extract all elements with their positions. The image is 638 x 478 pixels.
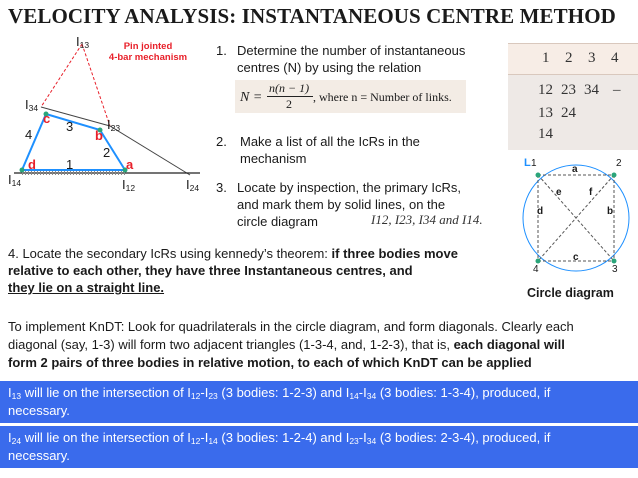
label-link-1: 1 [66, 157, 74, 172]
mechanism-caption [108, 41, 188, 63]
step4-line2: relative to each other, they have three Instantaneous centres, and [8, 263, 413, 278]
node-1 [536, 173, 541, 178]
circle-label-L: L [524, 157, 531, 169]
step4-line3: they lie on a straight line. [8, 280, 165, 295]
i13-info-bar [0, 381, 638, 423]
table-cell-23: 23 [561, 82, 576, 98]
icr-table-header [508, 43, 638, 75]
step4-line1 [8, 246, 458, 261]
node-2 [612, 173, 617, 178]
circle-edge-label-a: a [572, 164, 578, 175]
formula-box [235, 80, 466, 113]
circle-node-label-1: 1 [531, 158, 537, 169]
label-c: c [43, 111, 51, 126]
kndt-line3: form 2 pairs of three bodies in relative motion, to each of which KnDT can be applied [8, 355, 532, 370]
table-cell-34: 34 [584, 82, 599, 98]
i13-info-line1: $I_{13}$ will lie on the intersection of $I_{12}-I_{23}$ (3 bodies: 1-2-3) and $I_{14}-I_{34}$ (3 bodies: 1-3-4), produced, if [8, 385, 551, 401]
step3-formula: I12, I23, I34 and I14. [371, 212, 483, 227]
node-3 [612, 259, 617, 264]
label-link-4: 4 [25, 127, 33, 142]
circle-edge-label-b: b [607, 206, 614, 217]
circle-edge-label-d: d [537, 206, 544, 217]
table-cell-24: 24 [561, 105, 576, 121]
step1-number: 1. [216, 43, 227, 58]
label-i34: $I_{34}$ [25, 97, 39, 113]
label-link-2: 2 [103, 145, 111, 160]
extension-line-i13-b [82, 44, 110, 126]
kndt-line2-text: diagonal (say, 1-3) will form two adjacent triangles (1-3-4, and, 1-2-3), that is, [8, 337, 454, 352]
step3-number: 3. [216, 180, 227, 195]
line-b-i24 [110, 126, 190, 175]
node-4 [536, 259, 541, 264]
circle-edge-label-f: f [589, 187, 593, 198]
label-link-3: 3 [66, 119, 74, 134]
step2-line1: Make a list of all the IcRs in the [240, 134, 420, 149]
label-a: a [126, 157, 134, 172]
step1-line2: centres (N) by using the relation [237, 60, 422, 75]
icr-table [508, 43, 638, 150]
step4-lead: 4. Locate the secondary IcRs using kennedy’s theorem: [8, 246, 332, 261]
circle-node-label-2: 2 [616, 158, 622, 169]
circle-edge-label-e: e [556, 187, 562, 198]
table-header-4: 4 [611, 50, 619, 66]
extension-line-i13-c [41, 44, 82, 107]
table-cell-14: 14 [538, 126, 553, 142]
circle-node-label-4: 4 [533, 264, 539, 275]
step1-line1: Determine the number of instantaneous [237, 43, 466, 58]
table-header-1: 1 [542, 50, 550, 66]
mechanism-caption-line2: 4-bar mechanism [108, 52, 188, 63]
formula-rest: , where n = Number of links. [313, 90, 452, 104]
page-title: VELOCITY ANALYSIS: INSTANTANEOUS CENTRE METHOD [8, 4, 616, 28]
i24-info-bar [0, 426, 638, 468]
i24-info-line1: $I_{24}$ will lie on the intersection of $I_{12}-I_{14}$ (3 bodies: 1-2-4) and $I_{23}-I_{34}$ (3 bodies: 2-3-4), produced, if [8, 430, 551, 446]
step4-bold1: if three bodies move [331, 246, 458, 261]
step3-line1: Locate by inspection, the primary IcRs, [237, 180, 461, 195]
label-i14: $I_{14}$ [8, 172, 22, 188]
circle-node-label-3: 3 [612, 264, 618, 275]
table-cell-12: 12 [538, 82, 553, 98]
label-i23: $I_{23}$ [107, 117, 121, 133]
step2-number: 2. [216, 134, 227, 149]
table-cell-13: 13 [538, 105, 553, 121]
kndt-line1: To implement KnDT: Look for quadrilaterals in the circle diagram, and form diagonals. Clearly each [8, 319, 574, 334]
table-header-3: 3 [588, 50, 596, 66]
mechanism-caption-line1: Pin jointed [123, 41, 173, 52]
circle-diagram-caption: Circle diagram [527, 286, 614, 300]
formula-denominator: 2 [286, 97, 292, 111]
formula-numerator: n(n − 1) [269, 81, 310, 95]
label-i13: $I_{13}$ [76, 34, 90, 50]
kndt-line2 [8, 337, 565, 352]
icr-table-body [508, 75, 638, 150]
step2-line2: mechanism [240, 151, 307, 166]
table-cell-dash: – [613, 82, 621, 98]
step3-line2: and mark them by solid lines, on the [237, 197, 446, 212]
label-d: d [28, 157, 36, 172]
label-i24: $I_{24}$ [186, 177, 200, 193]
i24-info-line2: necessary. [8, 448, 70, 463]
step3-line3: circle diagram [237, 214, 318, 229]
formula-lhs: N = [240, 90, 263, 105]
kndt-line2-bold: each diagonal will [453, 337, 565, 352]
table-header-2: 2 [565, 50, 573, 66]
circle-edge-label-c: c [573, 252, 579, 263]
i13-info-line2: necessary. [8, 403, 70, 418]
label-b: b [95, 128, 103, 143]
label-i12: $I_{12}$ [122, 177, 136, 193]
